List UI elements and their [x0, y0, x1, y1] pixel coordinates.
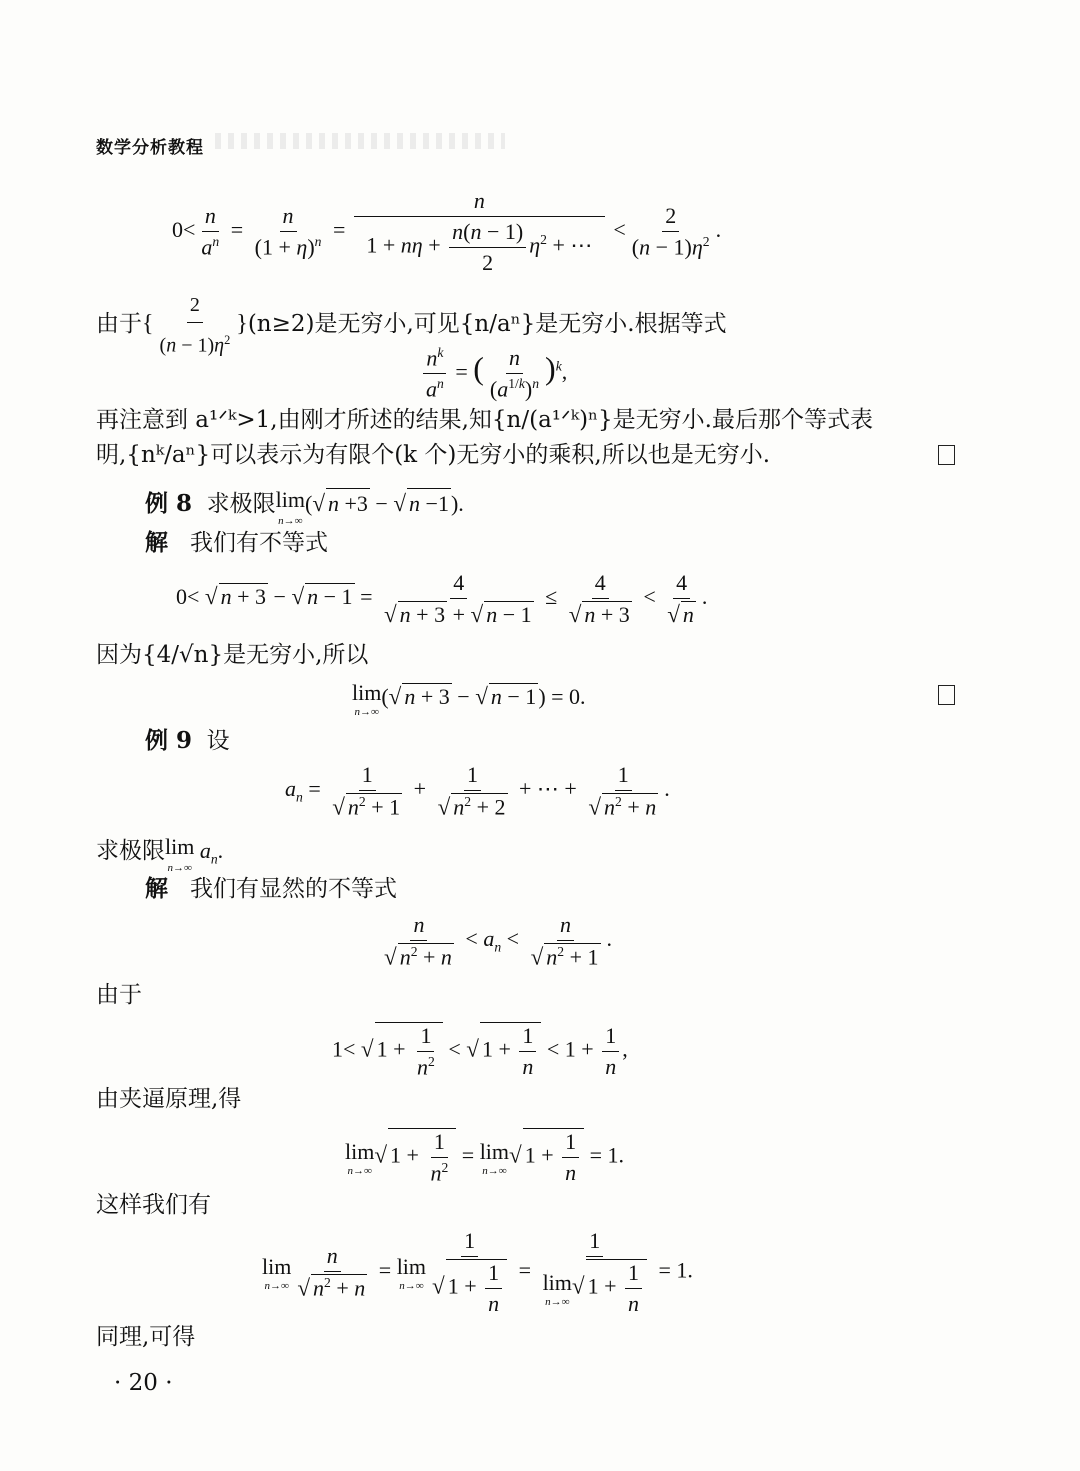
equation-final-limit: lim n→∞ $\frac{n}{√ n^2 + n}$ = lim n→∞ 1 √ 1 + $\frac{1}{n}$ = 1 lim n→∞ √ 1 + $\frac{1}{n}$ = 1.	[262, 1228, 693, 1316]
paragraph-line-2: 再注意到 a¹ᐟᵏ>1,由刚才所述的结果,知{n/(a¹ᐟᵏ)ⁿ}是无穷小.最后那个等式表	[96, 407, 873, 433]
youyu-line: 由于	[96, 982, 142, 1008]
example-9-statement	[145, 726, 230, 756]
solution-8-text: 我们有不等式	[189, 530, 328, 556]
equation-sqrt-inequality: 0< √ n + 3 − √ n − 1 = $\frac{4}{√ n + 3 + √ n - 1}$ ≤ $\frac{4}{√ n + 3}$ < $\frac{4}{√ n}$ .	[176, 570, 708, 627]
equation-power-identity: $\frac{n^k}{a^n}$ = ( $\frac{n}{(a^{1/k})^n}$ )$^k$,	[420, 345, 567, 403]
squeeze-line: 由夹逼原理,得	[96, 1086, 242, 1112]
solution-label: 解	[145, 529, 168, 556]
example-9-label: 例 9	[145, 727, 193, 754]
running-header: 数学分析教程	[96, 138, 204, 158]
qed-box-2	[938, 685, 955, 705]
example-9-text: 设	[206, 728, 230, 754]
solution-9-text: 我们有显然的不等式	[189, 876, 397, 902]
solution-9-intro	[145, 874, 397, 904]
equation-limit-zero: lim n→∞ (√ n + 3 − √ n − 1) = 0.	[352, 680, 586, 718]
equation-sqrt-bounds: 1< √ 1 + $\frac{1}{n^2}$ < √ 1 + $\frac{1}{n}$ < 1 + $\frac{1}{n}$ ,	[332, 1023, 628, 1080]
paragraph-line-3: 明,{nᵏ/aⁿ}可以表示为有限个(k 个)无穷小的乘积,所以也是无穷小.	[96, 442, 771, 468]
page-number: · 20 ·	[114, 1370, 173, 1396]
header-scan-artifact	[215, 133, 505, 149]
qed-box-1	[938, 445, 955, 465]
example-8-text: 求极限	[206, 491, 276, 518]
equation-squeeze-limits: lim n→∞ √ 1 + $\frac{1}{n^2}$ = lim n→∞ √ 1 + $\frac{1}{n}$ = 1.	[345, 1129, 625, 1186]
equation-an-definition: $a_n$ = $\frac{1}{√ n^2 + 1}$ + $\frac{1}{√ n^2 + 2}$ + ⋯ + $\frac{1}{√ n^2 + n}$ .	[285, 762, 670, 820]
thus-line: 这样我们有	[96, 1192, 211, 1218]
example-8-label: 例 8	[145, 490, 193, 518]
similarly-line: 同理,可得	[96, 1324, 196, 1350]
equation-an-bounds: $\frac{n}{√ n^2 + n}$ < $a_n$ < $\frac{n}{√ n^2 + 1}$ .	[384, 912, 612, 970]
example-9-find-text: 求极限	[96, 838, 165, 865]
text-line1-rest: (n≥2)是无穷小,可见{n/aⁿ}是无穷小.根据等式	[247, 310, 727, 337]
example-8-statement: 例 8 求极限 lim n→∞ (√ n +3 − √ n −1).	[145, 487, 464, 527]
paragraph-line-1: 由于{ $\frac{2}{(n - 1)\eta^2}$ }(n≥2)是无穷小,可见{n/aⁿ}是无穷小.根据等式	[96, 290, 727, 361]
example-9-find: 求极限 lim n→∞ $a_n$.	[96, 834, 224, 874]
equation-binomial-bound: 0< $\frac{n}{a^n}$ = $\frac{n}{(1 + \eta)^n}$ = n 1 + nη + $\frac{n(n - 1)}{2}$ $\eta^2$ + ⋯ < $\frac{2}{(n - 1)\eta^2}$ .	[172, 188, 722, 275]
text-youyu-1: 由于	[96, 310, 142, 337]
solution-8-intro	[145, 528, 328, 558]
solution-label-2: 解	[145, 875, 168, 902]
because-line: 因为{4/√n}是无穷小,所以	[96, 642, 369, 668]
